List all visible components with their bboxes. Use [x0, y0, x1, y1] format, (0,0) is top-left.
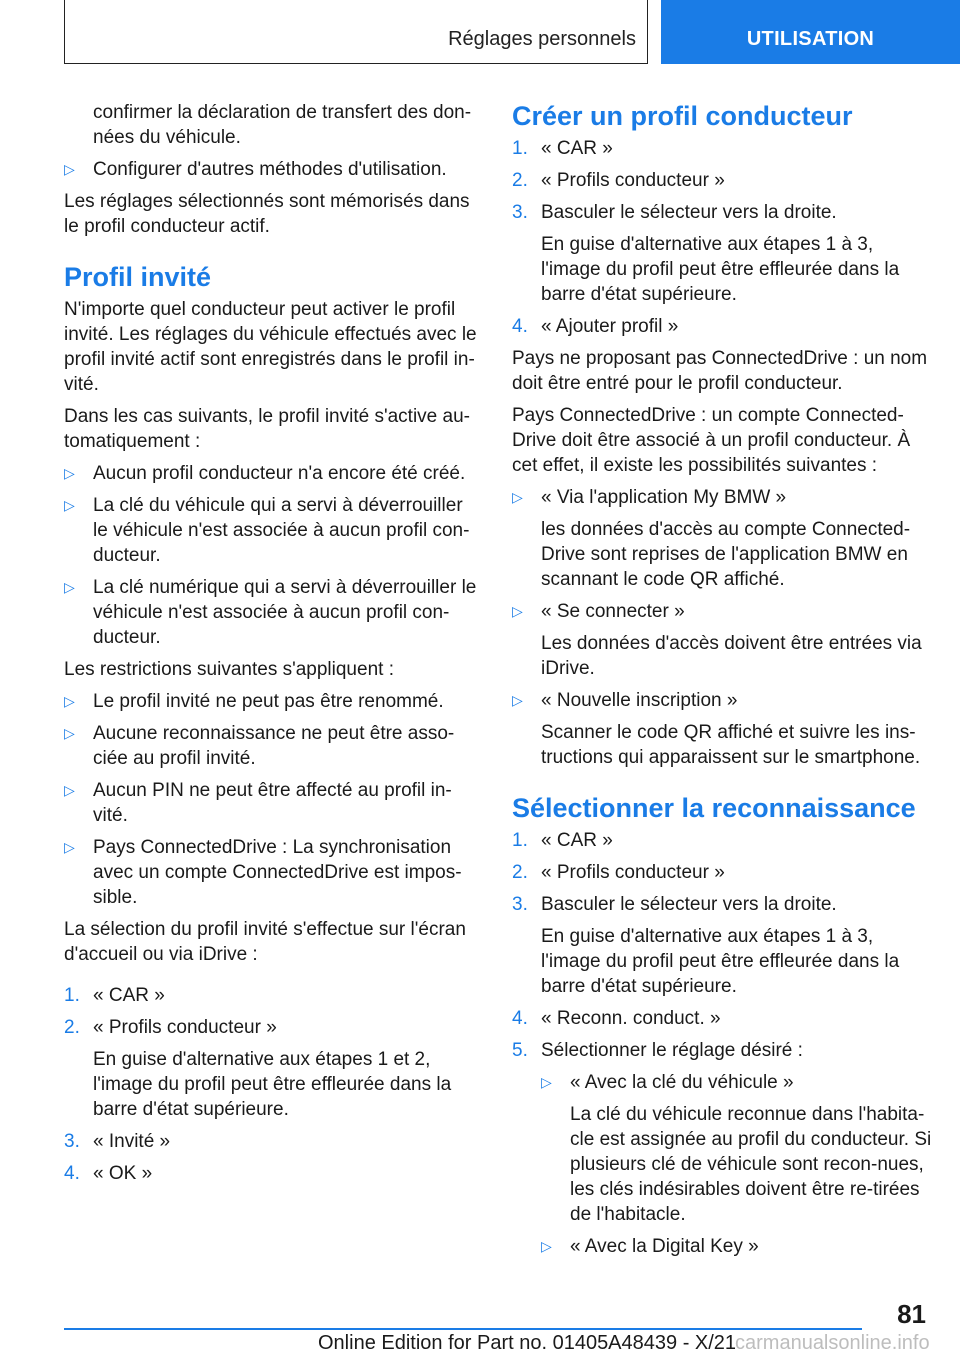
section-heading-create: Créer un profil conducteur	[512, 101, 853, 131]
edition-text: Online Edition for Part no. 01405A48439 - X/21	[318, 1332, 737, 1354]
list-item: ▷ Configurer d'autres méthodes d'utilisation.	[64, 159, 447, 180]
numbered-step: 4. « Ajouter profil »	[512, 316, 679, 337]
numbered-step: 2. « Profils conducteur »	[512, 170, 725, 191]
triangle-bullet-icon: ▷	[64, 497, 75, 513]
triangle-bullet-icon: ▷	[64, 839, 75, 855]
chapter-tab-label: UTILISATION	[746, 28, 875, 50]
list-item: ▷ La clé du véhicule qui a servi à déverrouiller le véhicule n'est associée à aucun profil con-ducteur.	[64, 495, 470, 566]
paragraph: Les restrictions suivantes s'appliquent :	[64, 659, 394, 680]
paragraph: N'importe quel conducteur peut activer le profil invité. Les réglages du véhicule effectués avec le profil invité actif sont enregistrés dans le profil in-vité.	[64, 299, 477, 395]
paragraph: Pays ne proposant pas ConnectedDrive : un nom doit être entré pour le profil conducteur.	[512, 348, 928, 394]
numbered-step: 3. Basculer le sélecteur vers la droite. En guise d'alternative aux étapes 1 à 3, l'image du profil peut être effleurée dans la barre d'état supérieure.	[512, 202, 900, 305]
paragraph: La sélection du profil invité s'effectue sur l'écran d'accueil ou via iDrive :	[64, 919, 466, 965]
paragraph: Dans les cas suivants, le profil invité s'active au-tomatiquement :	[64, 406, 470, 452]
list-item: ▷ La clé numérique qui a servi à déverrouiller le véhicule n'est associée à aucun profil con-ducteur.	[64, 577, 477, 648]
numbered-step: 4. « Reconn. conduct. »	[512, 1008, 721, 1029]
numbered-step: 3. Basculer le sélecteur vers la droite. En guise d'alternative aux étapes 1 à 3, l'image du profil peut être effleurée dans la barre d'état supérieure.	[512, 894, 900, 997]
section-heading-guest: Profil invité	[64, 262, 212, 292]
paragraph: Les réglages sélectionnés sont mémorisés dans le profil conducteur actif.	[64, 191, 470, 237]
triangle-bullet-icon: ▷	[64, 693, 75, 709]
numbered-step: 1. « CAR »	[512, 138, 613, 159]
list-item: ▷ Aucun profil conducteur n'a encore été créé.	[64, 463, 466, 484]
list-item: ▷ « Via l'application My BMW » les données d'accès au compte Connected-Drive sont reprises de l'application BMW en scannant le code QR affiché.	[512, 487, 911, 590]
numbered-step: 1. « CAR »	[512, 830, 613, 851]
list-item: ▷ Pays ConnectedDrive : La synchronisation avec un compte ConnectedDrive est impos-sible.	[64, 837, 462, 908]
numbered-step: 1. « CAR »	[64, 985, 165, 1006]
section-heading-recognition: Sélectionner la reconnaissance	[512, 793, 916, 823]
paragraph: Pays ConnectedDrive : un compte Connected-Drive doit être associé à un profil conducteur. À cet effet, il existe les possibilités suivantes :	[512, 405, 911, 476]
triangle-bullet-icon: ▷	[541, 1074, 552, 1090]
list-item: ▷ Aucun PIN ne peut être affecté au profil in-vité.	[64, 780, 452, 826]
chapter-tab[interactable]	[661, 0, 960, 64]
continued-text: confirmer la déclaration de transfert des don-nées du véhicule.	[93, 102, 472, 148]
triangle-bullet-icon: ▷	[64, 465, 75, 481]
list-item: ▷ « Se connecter » Les données d'accès doivent être entrées via iDrive.	[512, 601, 922, 679]
left-column	[64, 100, 478, 1193]
triangle-bullet-icon: ▷	[64, 782, 75, 798]
list-item: ▷ « Nouvelle inscription » Scanner le code QR affiché et suivre les ins-tructions qui apparaissent sur le smartphone.	[512, 690, 921, 768]
numbered-step: 2. « Profils conducteur » En guise d'alternative aux étapes 1 et 2, l'image du profil peut être effleurée dans la barre d'état supérieure.	[64, 1017, 452, 1120]
triangle-bullet-icon: ▷	[512, 603, 523, 619]
numbered-step: 2. « Profils conducteur »	[512, 862, 725, 883]
page-number: 81	[897, 1299, 926, 1329]
triangle-bullet-icon: ▷	[64, 161, 75, 177]
list-item: ▷ « Avec la clé du véhicule » La clé du véhicule reconnue dans l'habita-cle est assignée au profil du conducteur. Si plusieurs clé de véhicule sont recon-nues, les clés indésirables doivent être re-tirées de l'habitacle.	[541, 1072, 932, 1225]
list-item: ▷ Le profil invité ne peut pas être renommé.	[64, 691, 444, 712]
triangle-bullet-icon: ▷	[64, 579, 75, 595]
right-column	[512, 100, 932, 1266]
triangle-bullet-icon: ▷	[512, 692, 523, 708]
watermark-logo: carmanualsonline.info	[735, 1332, 930, 1354]
numbered-step: 4. « OK »	[64, 1163, 153, 1184]
list-item: ▷ Aucune reconnaissance ne peut être asso-ciée au profil invité.	[64, 723, 455, 769]
triangle-bullet-icon: ▷	[512, 489, 523, 505]
numbered-step: 3. « Invité »	[64, 1131, 171, 1152]
triangle-bullet-icon: ▷	[64, 725, 75, 741]
footer-divider	[64, 1328, 862, 1330]
section-title: Réglages personnels	[448, 28, 636, 50]
triangle-bullet-icon: ▷	[541, 1238, 552, 1254]
numbered-step: 5. Sélectionner le réglage désiré : ▷ « Avec la clé du véhicule » La clé du véhicule reconnue dans l'habita-cle est assignée au profil du conducteur. Si plusieurs clé de véhicule sont recon-nues, les clés indésirables doivent être re-tirées de l'habitacle. ▷ « Avec la Digital Key »	[512, 1040, 932, 1257]
list-item: ▷ « Avec la Digital Key »	[541, 1236, 759, 1257]
